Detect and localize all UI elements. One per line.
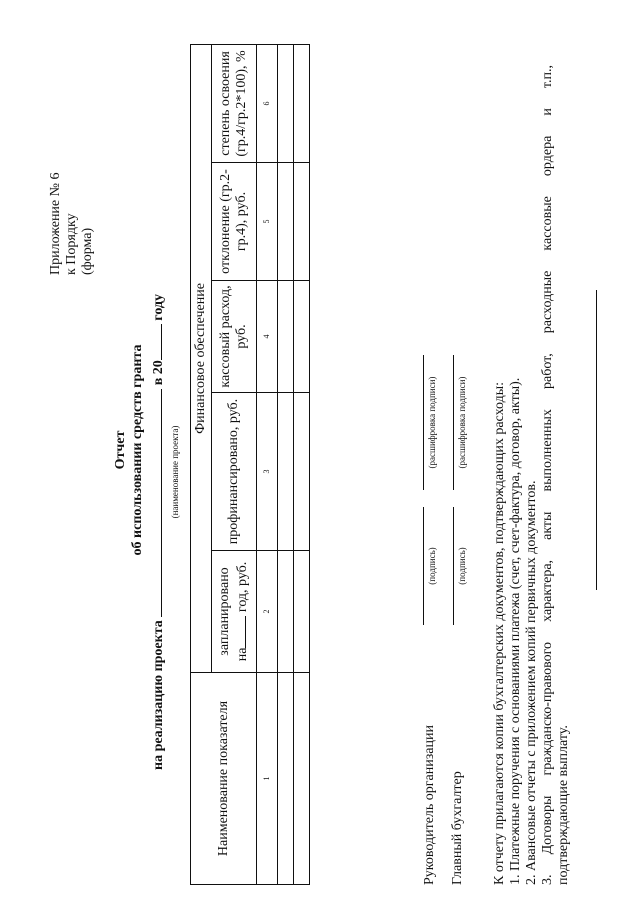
attachments-notes — [492, 65, 572, 885]
accountant-decoding-line — [452, 355, 454, 490]
header-planned-unit: год, руб. — [235, 561, 250, 613]
bottom-separator-line — [595, 290, 597, 590]
table-cell — [294, 393, 310, 551]
column-number: 3 — [257, 393, 278, 551]
project-name-caption: (наименование проекта) — [170, 425, 180, 519]
head-decoding-line — [422, 355, 424, 490]
year-blank — [148, 324, 162, 360]
table-cell — [294, 551, 310, 673]
column-number: 6 — [257, 44, 278, 162]
table-row — [278, 44, 294, 884]
notes-intro: К отчету прилагаются копии бухгалтерских документов, подтверждающих расходы: — [492, 381, 507, 885]
column-number: 4 — [257, 281, 278, 393]
header-planned-word: запланировано — [217, 567, 232, 656]
table-cell — [278, 551, 294, 673]
appendix-header — [48, 45, 96, 275]
column-number: 5 — [257, 163, 278, 281]
appendix-number: Приложение № 6 — [48, 172, 63, 275]
table-cell — [278, 163, 294, 281]
column-numbers-row — [257, 44, 278, 884]
report-table — [190, 44, 310, 885]
table-cell — [294, 673, 310, 885]
table-header-row-1 — [191, 44, 212, 884]
table-cell — [278, 281, 294, 393]
header-deviation: отклонение (гр.2-гр.4), руб. — [212, 163, 257, 281]
header-indicator-name: Наименование показателя — [191, 673, 257, 885]
report-title-line2: об использовании средств гранта — [130, 344, 145, 556]
column-number: 1 — [257, 673, 278, 885]
project-prefix: на реализацию проекта — [151, 620, 166, 770]
head-signature-caption: (подпись) — [427, 547, 437, 585]
accountant-signature-line — [452, 507, 454, 625]
accountant-signature-caption: (подпись) — [457, 547, 467, 585]
column-number: 2 — [257, 551, 278, 673]
notes-item-3-line-2: подтверждающие выплату. — [556, 725, 571, 885]
appendix-order-ref: к Порядку — [64, 213, 79, 275]
notes-item-3-line-1: 3. Договоры гражданско-правового характера, акты выполненных работ, расходные кассовые ордера и т.п., — [540, 65, 555, 885]
chief-accountant-label: Главный бухгалтер — [450, 771, 465, 885]
header-financial-support: Финансовое обеспечение — [191, 44, 212, 672]
header-utilization-degree: степень освоения (гр.4/гр.2*100), % — [212, 44, 257, 162]
table-cell — [294, 44, 310, 162]
table-cell — [294, 281, 310, 393]
table-cell — [278, 44, 294, 162]
header-cash-expense: кассовый расход, руб. — [212, 281, 257, 393]
header-planned-on: на — [235, 647, 250, 662]
year-prefix: в 20 — [151, 360, 166, 386]
notes-item-1: 1. Платежные поручения с основаниями платежа (счет, счет-фактура, договор, акты). — [508, 377, 523, 885]
header-planned — [212, 551, 257, 673]
project-line — [148, 210, 167, 770]
rotated-report-form — [20, 10, 640, 890]
year-suffix: году — [151, 294, 166, 321]
report-title-line1: Отчет — [113, 430, 128, 470]
report-title — [112, 10, 146, 890]
head-signature-line — [422, 507, 424, 625]
header-financed: профинансировано, руб. — [212, 393, 257, 551]
table-cell — [294, 163, 310, 281]
table-cell — [278, 673, 294, 885]
accountant-decoding-caption: (расшифровка подписи) — [457, 376, 467, 469]
notes-item-2: 2. Авансовые отчеты с приложением копий первичных документов. — [524, 480, 539, 885]
project-name-blank — [148, 389, 162, 617]
head-decoding-caption: (расшифровка подписи) — [427, 376, 437, 469]
table-cell — [278, 393, 294, 551]
appendix-form-label: (форма) — [80, 227, 95, 275]
header-planned-year-blank — [233, 616, 246, 648]
head-of-organization-label: Руководитель организации — [422, 725, 437, 885]
table-row — [294, 44, 310, 884]
